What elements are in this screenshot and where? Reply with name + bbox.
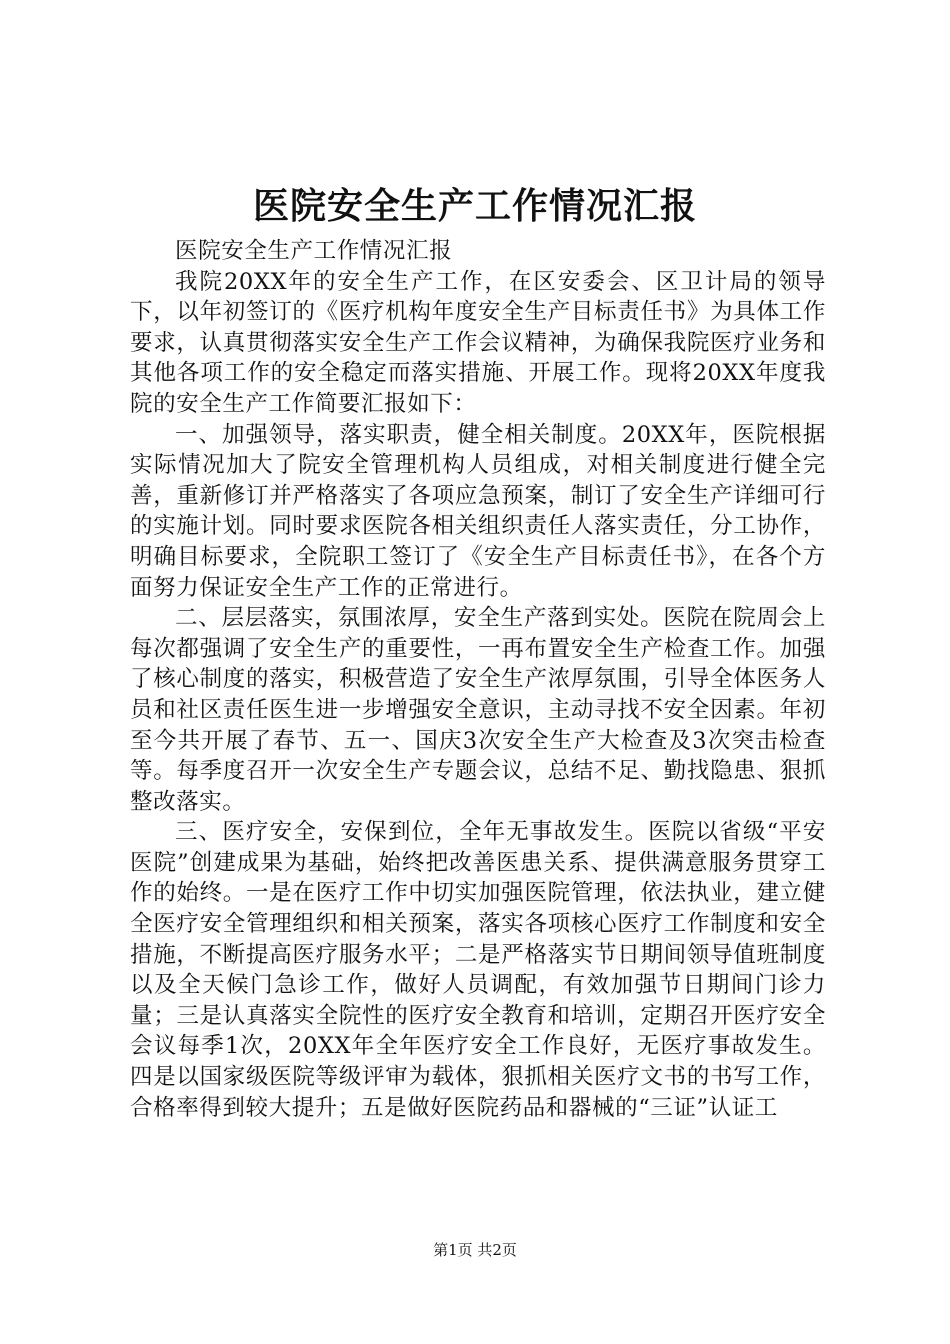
paragraph-intro: 我院20XX年的安全生产工作，在区安委会、区卫计局的领导下，以年初签订的《医疗机构年度安全生产目标责任书》为具体工作要求，认真贯彻落实安全生产工作会议精神，为确保我院医疗业务和其他各项工作的安全稳定而落实措施、开展工作。现将20XX年度我院的安全生产工作简要汇报如下： [130, 268, 826, 417]
paragraph-section-1: 一、加强领导，落实职责，健全相关制度。20XX年，医院根据实际情况加大了院安全管理机构人员组成，对相关制度进行健全完善，重新修订并严格落实了各项应急预案，制订了安全生产详细可行的实施计划。同时要求医院各相关组织责任人落实责任，分工协作，明确目标要求，全院职工签订了《安全生产目标责任书》，在各个方面努力保证安全生产工作的正常进行。 [130, 421, 826, 601]
paragraph-section-2: 二、层层落实，氛围浓厚，安全生产落到实处。医院在院周会上每次都强调了安全生产的重要性，一再布置安全生产检查工作。加强了核心制度的落实，积极营造了安全生产浓厚氛围，引导全体医务人员和社区责任医生进一步增强安全意识，主动寻找不安全因素。年初至今共开展了春节、五一、国庆3次安全生产大检查及3次突击检查等。每季度召开一次安全生产专题会议，总结不足、勤找隐患、狠抓整改落实。 [130, 605, 826, 815]
page-number-footer: 第1页 共2页 [433, 1241, 517, 1259]
document-body [130, 236, 826, 1123]
paragraph-section-3: 三、医疗安全，安保到位，全年无事故发生。医院以省级“平安医院”创建成果为基础，始终把改善医患关系、提供满意服务贯穿工作的始终。一是在医疗工作中切实加强医院管理，依法执业，建立健全医疗安全管理组织和相关预案，落实各项核心医疗工作制度和安全措施，不断提高医疗服务水平；二是严格落实节日期间领导值班制度以及全天候门急诊工作，做好人员调配，有效加强节日期间门诊力量；三是认真落实全院性的医疗安全教育和培训，定期召开医疗安全会议每季1次，20XX年全年医疗安全工作良好，无医疗事故发生。四是以国家级医院等级评审为载体，狠抓相关医疗文书的书写工作，合格率得到较大提升；五是做好医院药品和器械的“三证”认证工 [130, 819, 826, 1121]
document-title: 医院安全生产工作情况汇报 [252, 185, 697, 227]
paragraph-subtitle: 医院安全生产工作情况汇报 [175, 238, 453, 264]
